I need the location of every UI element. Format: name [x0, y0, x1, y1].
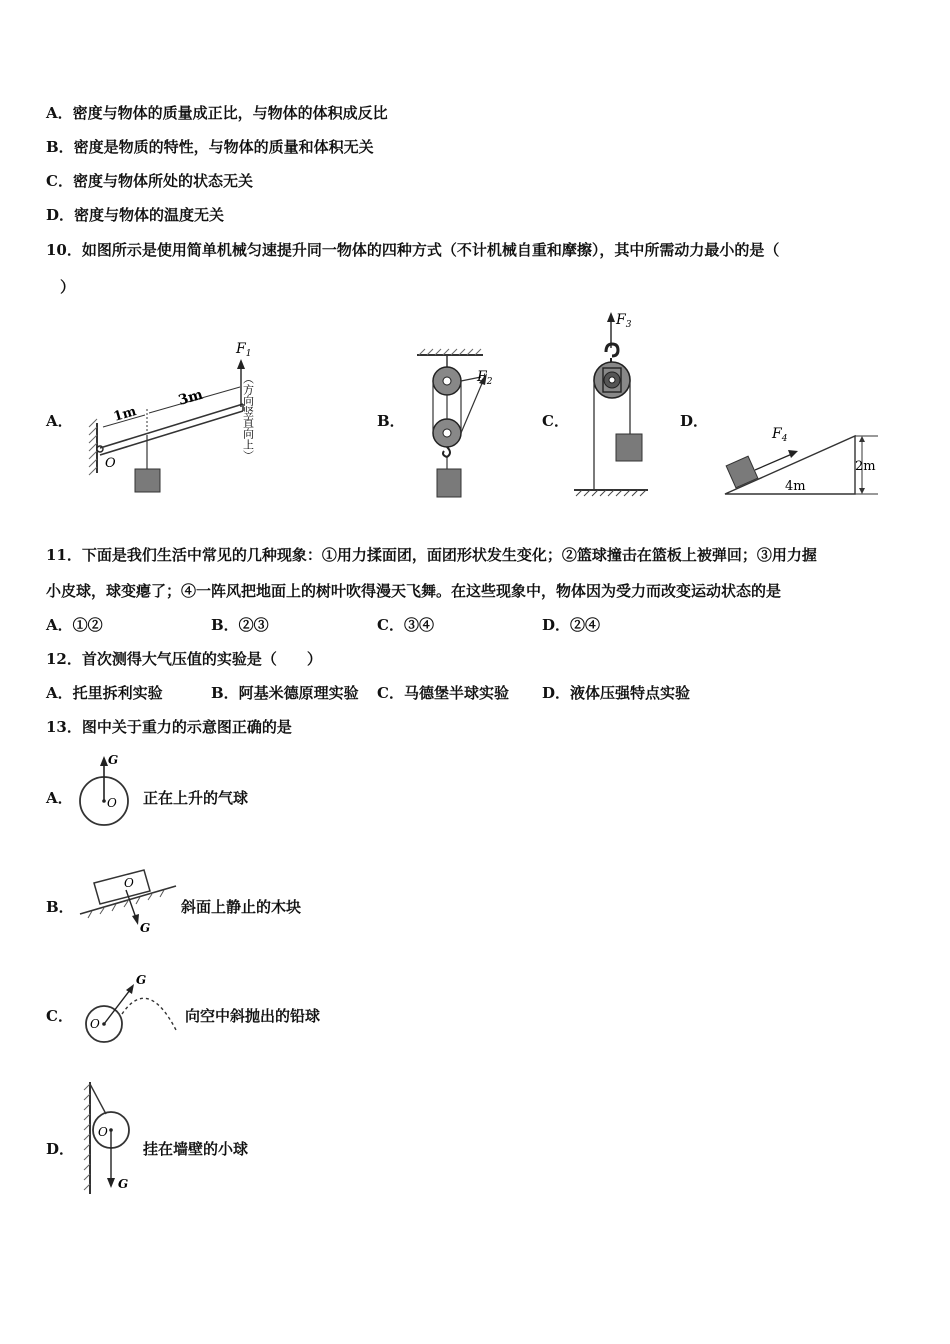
q13-label-d: D．: [46, 1140, 75, 1158]
q10-fig-a-1m: 1m: [111, 404, 139, 425]
q12-option-c: C．马德堡半球实验: [377, 684, 509, 702]
q10-fig-d-height: 2m: [855, 459, 876, 474]
q9-option-d: D．密度与物体的温度无关: [46, 206, 225, 224]
q10-figure-d-incline: [720, 420, 890, 500]
q10-fig-b-f: $F_2$: [477, 369, 493, 387]
q9-option-c: C．密度与物体所处的状态无关: [46, 172, 253, 190]
q10-fig-a-3m: 3m: [176, 386, 205, 409]
q10-label-b: B．: [377, 412, 405, 430]
q13-fig-a-g: G: [108, 753, 119, 767]
q13-caption-c: 向空中斜抛出的铅球: [185, 1007, 321, 1025]
q13-figure-d-hanging-ball: [78, 1078, 148, 1198]
q13-fig-d-o: O: [98, 1125, 108, 1139]
q10-fig-a-f: $F_1$: [236, 341, 252, 359]
q11-option-a: A．①②: [46, 616, 103, 634]
q13-fig-a-o: O: [107, 796, 117, 810]
q13-fig-c-o: O: [90, 1017, 100, 1031]
q11-stem-line1: 11．下面是我们生活中常见的几种现象：①用力揉面团，面团形状发生变化；②篮球撞击在篮板上被弹回；③用力握: [46, 546, 817, 564]
q13-figure-b-block-on-slope: [78, 862, 183, 937]
q10-fig-a-pivot-o: O: [105, 456, 116, 471]
q13-fig-c-g: G: [136, 973, 147, 987]
q11-option-c: C．③④: [377, 616, 434, 634]
q10-fig-c-f: $F_3$: [616, 312, 632, 330]
q12-option-b: B．阿基米德原理实验: [211, 684, 359, 702]
q12-stem: 12．首次测得大气压值的实验是（ ）: [46, 650, 322, 668]
q13-label-b: B．: [46, 898, 74, 916]
q12-option-d: D．液体压强特点实验: [542, 684, 691, 702]
q12-option-a: A．托里拆利实验: [46, 684, 163, 702]
q13-fig-d-g: G: [118, 1177, 129, 1191]
q13-label-c: C．: [46, 1007, 73, 1025]
q10-fig-d-f: $F_4$: [772, 426, 788, 444]
q13-caption-b: 斜面上静止的木块: [181, 898, 302, 916]
q9-option-b: B．密度是物质的特性，与物体的质量和体积无关: [46, 138, 374, 156]
q13-caption-a: 正在上升的气球: [143, 789, 249, 807]
q10-stem: 10．如图所示是使用简单机械匀速提升同一物体的四种方式（不计机械自重和摩擦），其中所需动力最小的是（: [46, 241, 780, 259]
q9-option-a: A．密度与物体的质量成正比，与物体的体积成反比: [46, 104, 388, 122]
q10-fig-d-width: 4m: [785, 479, 806, 494]
q13-fig-b-o: O: [124, 876, 134, 890]
q10-figure-c-fixed-pulley: [570, 308, 660, 498]
q10-label-c: C．: [542, 412, 569, 430]
q11-stem-line2: 小皮球，球变瘪了；④一阵风把地面上的树叶吹得漫天飞舞。在这些现象中，物体因为受力而改变运动状态的是: [46, 582, 782, 600]
q10-figure-b-pulley-block: [405, 345, 515, 500]
q10-label-a: A．: [46, 412, 73, 430]
q13-fig-b-g: G: [140, 921, 151, 935]
q11-option-d: D．②④: [542, 616, 601, 634]
q11-option-b: B．②③: [211, 616, 269, 634]
q13-stem: 13．图中关于重力的示意图正确的是: [46, 718, 292, 736]
q13-label-a: A．: [46, 789, 73, 807]
q10-fig-a-direction: （方向竖直向上）: [241, 373, 255, 461]
q10-label-d: D．: [680, 412, 709, 430]
q13-figure-a-balloon: [75, 750, 135, 830]
q13-figure-c-thrown-ball: [78, 970, 188, 1050]
q10-figure-a-lever: [85, 335, 285, 500]
q10-stem-end: ）: [60, 278, 76, 296]
q13-caption-d: 挂在墙壁的小球: [143, 1140, 249, 1158]
